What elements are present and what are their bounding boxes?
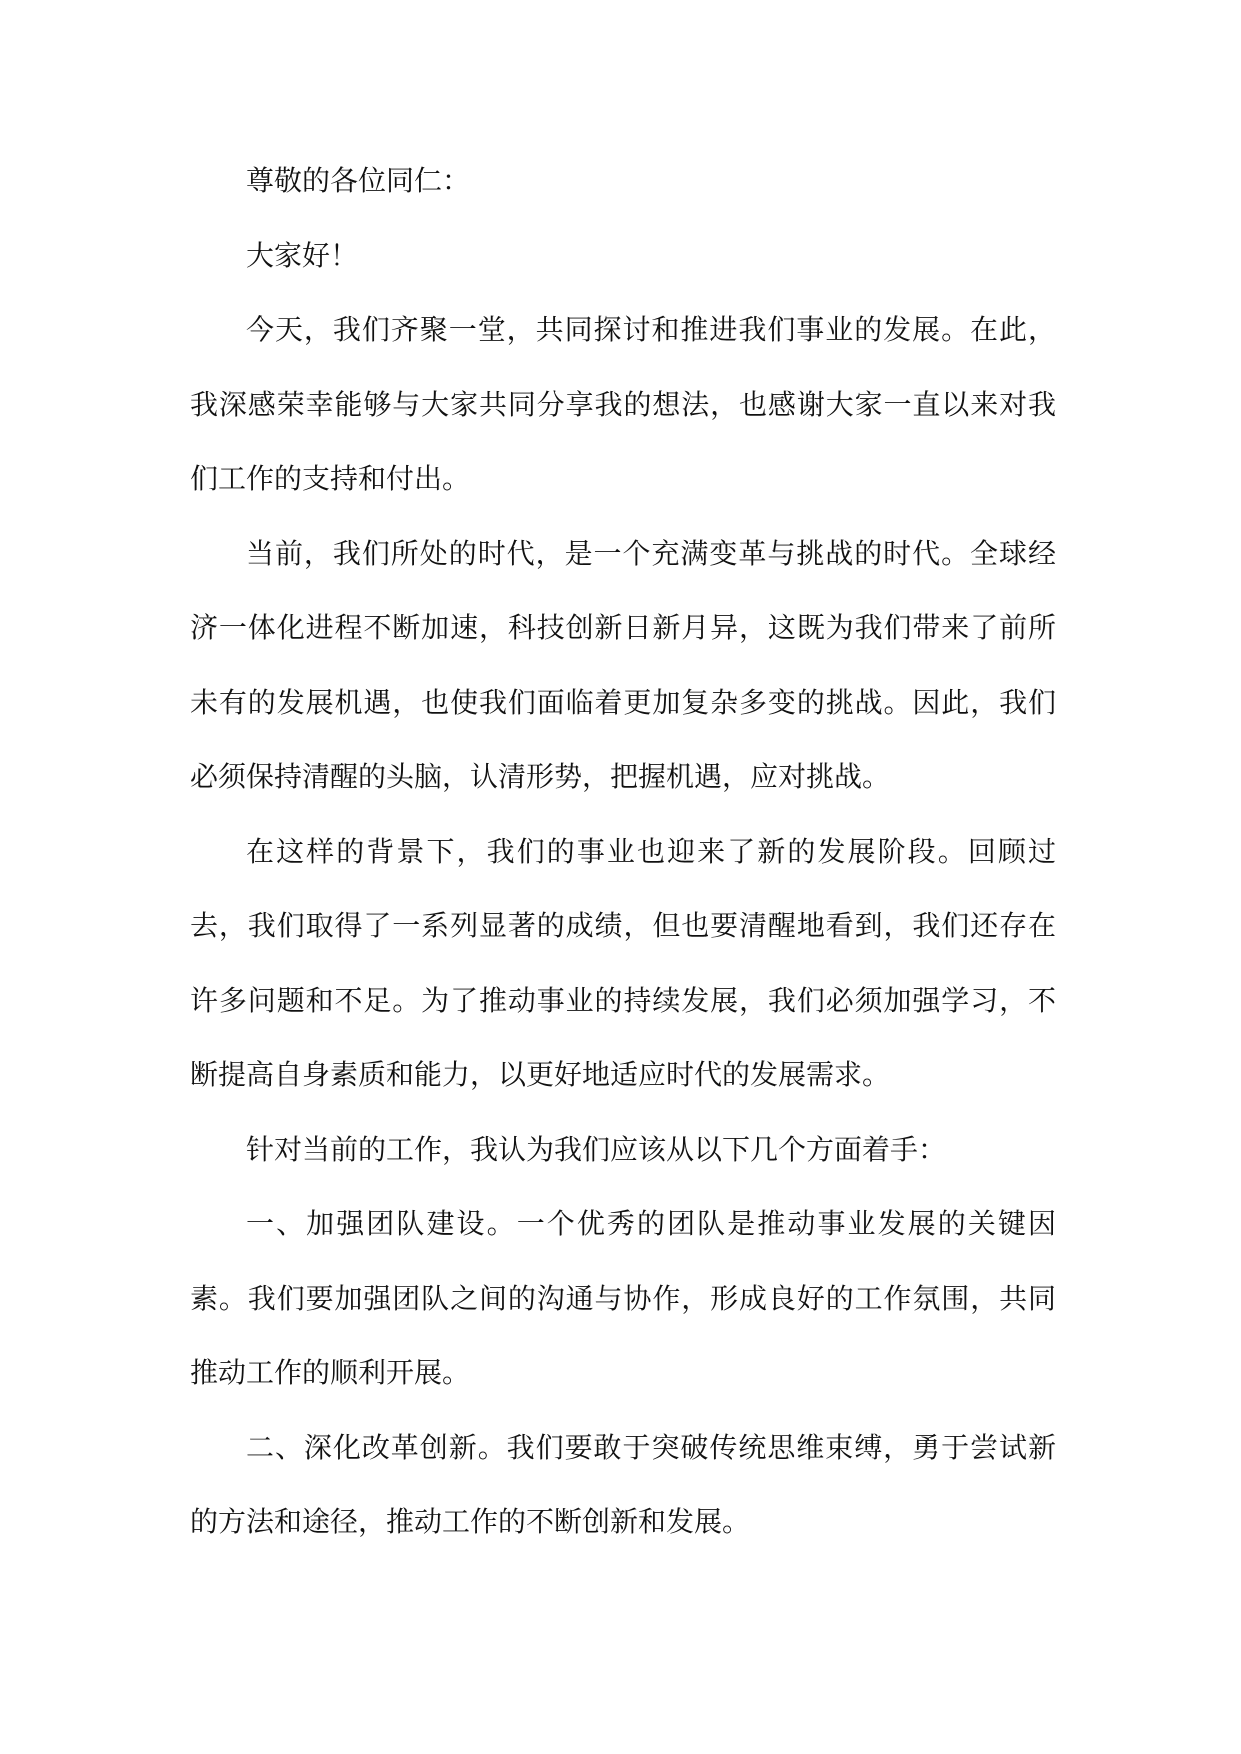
greeting: 大家好！ bbox=[246, 238, 359, 272]
document-body bbox=[190, 144, 1056, 1560]
paragraph-approach-intro: 针对当前的工作，我认为我们应该从以下几个方面着手： bbox=[246, 1132, 947, 1166]
salutation: 尊敬的各位同仁： bbox=[246, 164, 471, 197]
paragraph-background: 在这样的背景下，我们的事业也迎来了新的发展阶段。回顾过去，我们取得了一系列显著的成绩，但也要清醒地看到，我们还存在许多问题和不足。为了推动事业的持续发展，我们必须加强学习，不断提高自身素质和能力，以更好地适应时代的发展需求。 bbox=[190, 834, 1056, 1091]
paragraph-point-two: 二、深化改革创新。我们要敢于突破传统思维束缚，勇于尝试新的方法和途径，推动工作的不断创新和发展。 bbox=[190, 1430, 1056, 1538]
paragraph-point-one: 一、加强团队建设。一个优秀的团队是推动事业发展的关键因素。我们要加强团队之间的沟通与协作，形成良好的工作氛围，共同推动工作的顺利开展。 bbox=[190, 1207, 1056, 1389]
paragraph-opening: 今天，我们齐聚一堂，共同探讨和推进我们事业的发展。在此，我深感荣幸能够与大家共同分享我的想法，也感谢大家一直以来对我们工作的支持和付出。 bbox=[190, 313, 1056, 495]
paragraph-era: 当前，我们所处的时代，是一个充满变革与挑战的时代。全球经济一体化进程不断加速，科技创新日新月异，这既为我们带来了前所未有的发展机遇，也使我们面临着更加复杂多变的挑战。因此，我们必须保持清醒的头脑，认清形势，把握机遇，应对挑战。 bbox=[190, 536, 1056, 793]
